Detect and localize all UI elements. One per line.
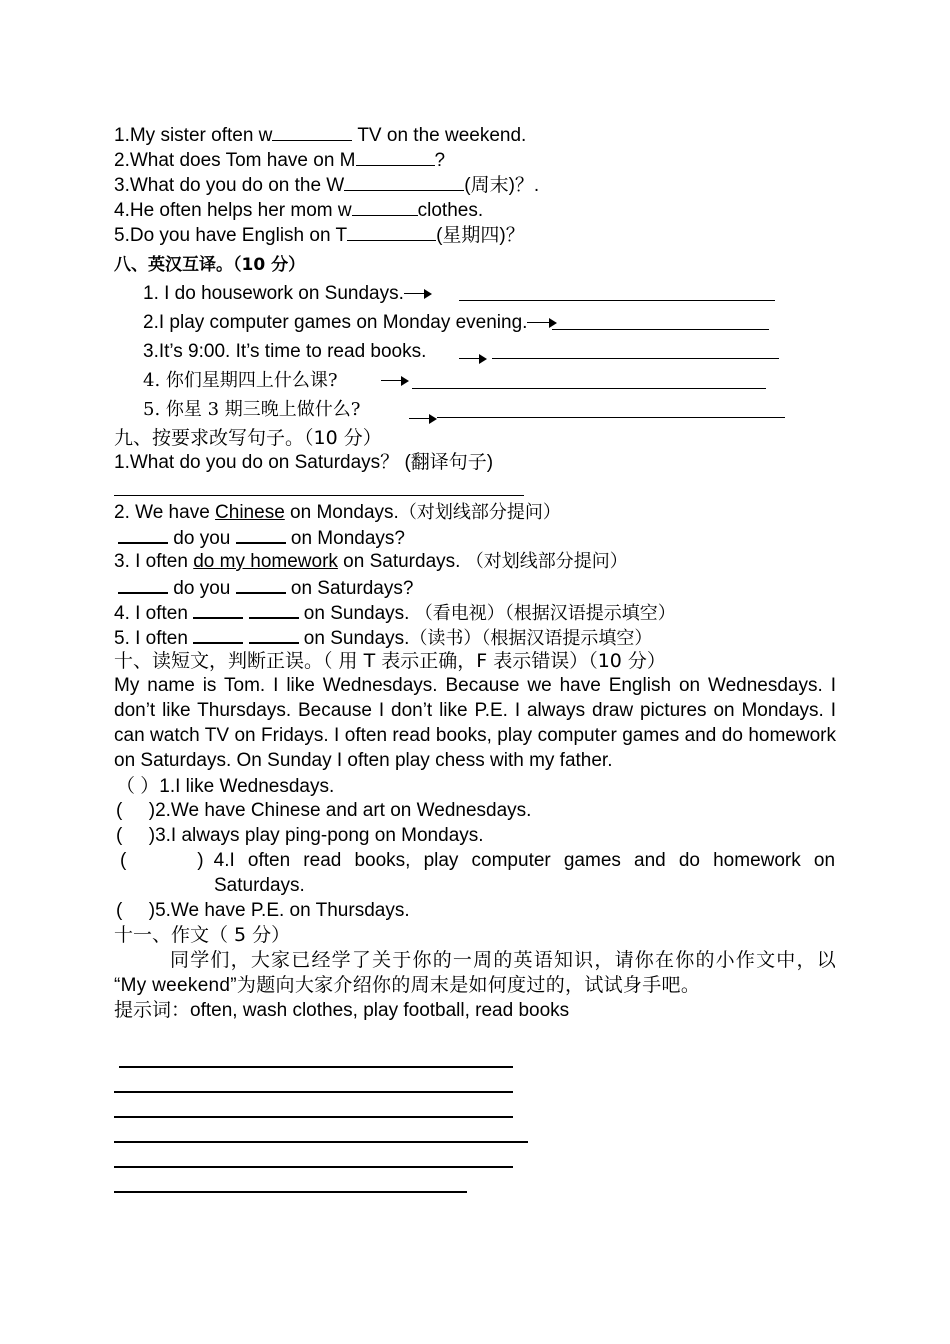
arrow-icon: [459, 353, 487, 365]
sec9-q3-answer-after: on Saturdays?: [285, 578, 414, 599]
sec10-item3: [116, 823, 484, 848]
fill-q3-after: (周末)？.: [464, 175, 540, 196]
sec9-q4: [114, 599, 676, 626]
sec9-q3: [114, 549, 628, 574]
fill-q2-after: ?: [434, 150, 446, 171]
sec9-q2-answer: [118, 524, 405, 551]
sec8-answer2-line[interactable]: [552, 329, 769, 330]
sec8-item4-text: 4. 你们星期四上什么课?: [143, 370, 338, 391]
sec8-answer3-line[interactable]: [492, 358, 779, 359]
sec11-hint: 提示词：often, wash clothes, play football, read books: [114, 1000, 570, 1021]
answer-paren[interactable]: （ ）: [116, 776, 160, 797]
fill-q2-text: 2.What does Tom have on M: [114, 150, 356, 171]
sec8-answer4-line[interactable]: [412, 388, 766, 389]
arrow-icon: [409, 413, 437, 425]
sec8-answer5-line[interactable]: [437, 417, 785, 418]
fill-q1: [114, 122, 526, 148]
sec8-title: 八、英汉互译。（10 分）: [114, 255, 306, 275]
arrow-icon: [381, 375, 409, 387]
sec11-title: 十一、作文（ 5 分）: [114, 924, 291, 946]
sec9-q3-underlined: do my homework: [193, 551, 338, 572]
sec9-q2-blank2[interactable]: [236, 524, 286, 544]
writing-line[interactable]: [114, 1191, 467, 1193]
sec8-item1-text: 1. I do housework on Sundays.: [143, 283, 404, 304]
fill-q1-blank[interactable]: [272, 122, 352, 141]
sec10-item5-text: 5.We have P.E. on Thursdays.: [155, 900, 410, 921]
sec10-item4: [120, 848, 835, 873]
sec10-title: 十、读短文，判断正误。（ 用 T 表示正确，F 表示错误）（10 分）: [114, 650, 666, 672]
writing-line[interactable]: [119, 1066, 513, 1068]
sec9-q2: [114, 500, 561, 525]
sec9-q5-blank2[interactable]: [249, 624, 299, 644]
fill-q4-text: 4.He often helps her mom w: [114, 200, 352, 221]
fill-q3-text: 3.What do you do on the W: [114, 175, 345, 196]
sec10-item2-text: 2.We have Chinese and art on Wednesdays.: [155, 800, 532, 821]
fill-q5-after: (星期四)？: [436, 225, 525, 246]
writing-line[interactable]: [114, 1166, 513, 1168]
sec9-q4-blank1[interactable]: [193, 599, 243, 619]
sec9-q4-text: 4. I often: [114, 603, 194, 624]
sec8-item2: [143, 310, 557, 335]
sec9-q4-after: on Sundays.: [298, 603, 415, 624]
sec9-q1-answer-line[interactable]: [114, 495, 524, 496]
sec8-item2-text: 2.I play computer games on Monday evening.: [143, 312, 528, 333]
fill-q3: [114, 172, 539, 198]
sec9-q4-hint: （看电视）（根据汉语提示填空）: [414, 603, 676, 624]
answer-paren[interactable]: ( ): [116, 900, 156, 921]
sec9-q4-blank2[interactable]: [249, 599, 299, 619]
sec10-item5: [116, 898, 410, 923]
fill-q4-after: clothes.: [417, 200, 484, 221]
sec9-q3-hint: （对划线部分提问）: [465, 551, 628, 572]
fill-q1-text: 1.My sister often w: [114, 125, 273, 146]
answer-paren[interactable]: ( ): [116, 825, 156, 846]
fill-q5-blank[interactable]: [347, 222, 436, 241]
writing-line[interactable]: [114, 1116, 513, 1118]
sec8-item4: [143, 368, 338, 393]
sec9-q2-answer-mid: do you: [168, 528, 236, 549]
sec9-q3-after: on Saturdays.: [337, 551, 466, 572]
sec10-item4-cont: Saturdays.: [214, 875, 305, 896]
arrow-icon: [404, 288, 432, 300]
sec8-item3-text: 3.It’s 9:00. It’s time to read books.: [143, 341, 427, 362]
sec10-item2: [116, 798, 531, 823]
fill-q5: [114, 222, 525, 248]
sec9-q3-blank2[interactable]: [236, 574, 286, 594]
sec10-item1: [116, 774, 334, 799]
sec8-item1: [143, 281, 432, 306]
sec9-q2-blank1[interactable]: [118, 524, 168, 544]
sec8-item5-text: 5. 你星 3 期三晚上做什么?: [143, 399, 361, 420]
fill-q5-text: 5.Do you have English on T: [114, 225, 348, 246]
sec8-item5: [143, 397, 360, 422]
fill-q4-blank[interactable]: [352, 197, 418, 216]
sec9-q5-after: on Sundays.: [298, 628, 410, 649]
fill-q4: [114, 197, 483, 223]
sec10-item4-text: 4.I often read books, play computer games and do homework on: [213, 850, 836, 871]
sec9-q3-blank1[interactable]: [118, 574, 168, 594]
arrow-icon: [527, 317, 557, 329]
fill-q1-after: TV on the weekend.: [352, 125, 527, 146]
sec8-item3: [143, 339, 426, 364]
sec10-passage: My name is Tom. I like Wednesdays. Because we have English on Wednesdays. I don’t like Thursdays. Because I don’t like P.E. I always draw pictures on Mondays. I can watch TV on Fridays. I often read books, play computer games and do homework on Saturdays. On Sunday I often play chess with my father.: [114, 675, 836, 771]
sec10-item3-text: 3.I always play ping-pong on Mondays.: [155, 825, 484, 846]
sec10-item1-text: 1.I like Wednesdays.: [159, 776, 335, 797]
sec11-prompt: 同学们，大家已经学了关于你的一周的英语知识，请你在你的小作文中，以 “My weekend”为题向大家介绍你的周末是如何度过的，试试身手吧。: [114, 950, 836, 996]
fill-q2: [114, 147, 445, 173]
sec9-q2-answer-after: on Mondays?: [285, 528, 405, 549]
sec9-q3-answer: [118, 574, 413, 601]
sec9-q5-hint: （读书）（根据汉语提示填空）: [409, 628, 653, 649]
sec9-q2-text: 2. We have: [114, 502, 216, 523]
sec9-q2-underlined: Chinese: [215, 502, 285, 523]
sec8-answer1-line[interactable]: [459, 300, 775, 301]
fill-q3-blank[interactable]: [344, 172, 464, 191]
sec9-q2-after: on Mondays.: [284, 502, 399, 523]
sec9-q3-answer-mid: do you: [168, 578, 236, 599]
sec9-q3-text: 3. I often: [114, 551, 194, 572]
answer-paren[interactable]: ( ): [120, 850, 204, 871]
sec9-q1: 1.What do you do on Saturdays？ (翻译句子): [114, 452, 494, 473]
sec9-title: 九、按要求改写句子。（10 分）: [114, 427, 382, 449]
answer-paren[interactable]: ( ): [116, 800, 156, 821]
fill-q2-blank[interactable]: [356, 147, 435, 166]
sec9-q5-text: 5. I often: [114, 628, 194, 649]
sec9-q5: [114, 624, 652, 651]
writing-line[interactable]: [114, 1141, 528, 1143]
sec9-q2-hint: （对划线部分提问）: [398, 502, 561, 523]
writing-line[interactable]: [114, 1091, 513, 1093]
sec9-q5-blank1[interactable]: [193, 624, 243, 644]
